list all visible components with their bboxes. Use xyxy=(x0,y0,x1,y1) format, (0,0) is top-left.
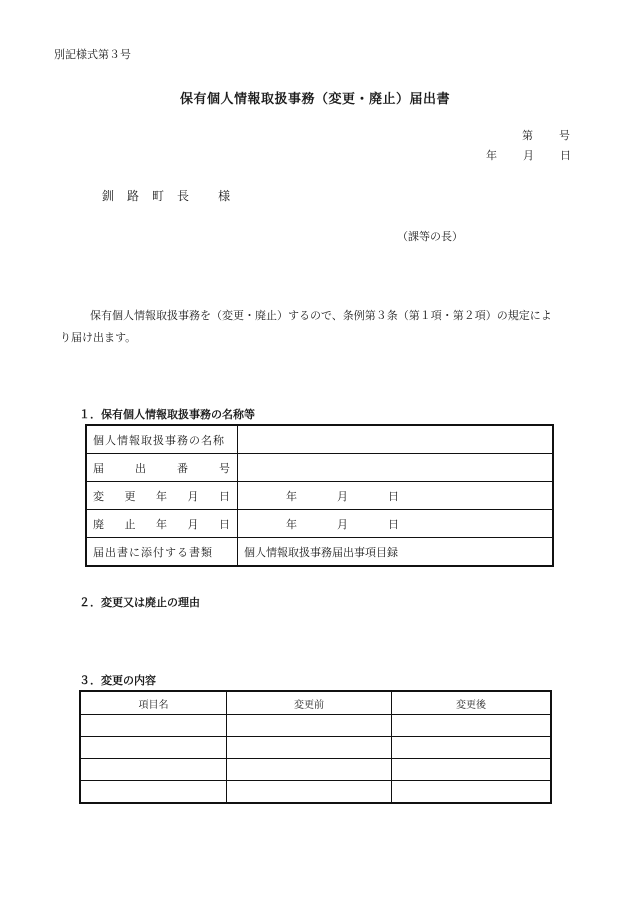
form-number: 別記様式第３号 xyxy=(54,48,131,61)
table-cell[interactable] xyxy=(80,781,227,804)
label-char: 出 xyxy=(135,461,147,475)
label-char: 止 xyxy=(124,517,137,531)
label-char: 更 xyxy=(124,489,137,503)
body-line-1: 保有個人情報取扱事務を（変更・廃止）するので、条例第３条（第１項・第２項）の規定によ xyxy=(90,309,552,322)
label-char: 日 xyxy=(219,517,231,531)
recipient-char: 釧 xyxy=(102,189,128,203)
body-line-2: り届け出ます。 xyxy=(60,331,137,344)
label-char: 年 xyxy=(156,517,168,531)
label-char: 廃 xyxy=(93,517,105,531)
table-cell[interactable] xyxy=(227,715,392,737)
name-label: 個人情報取扱事務の名称 xyxy=(86,425,238,454)
doc-no-go: 号 xyxy=(559,129,570,142)
date-month: 月 xyxy=(337,517,348,531)
change-date-label xyxy=(86,482,238,510)
sender-title: （課等の長） xyxy=(397,230,463,243)
date-year: 年 xyxy=(486,149,497,162)
column-header-after: 変更後 xyxy=(392,691,552,715)
table-cell[interactable] xyxy=(392,759,552,781)
table-row xyxy=(86,538,553,567)
changes-table xyxy=(79,690,552,804)
table-row xyxy=(86,482,553,510)
date-year: 年 xyxy=(286,517,297,531)
table-cell[interactable] xyxy=(80,737,227,759)
submission-date xyxy=(486,147,571,163)
name-value[interactable] xyxy=(238,425,554,454)
table-row xyxy=(86,454,553,482)
body-text xyxy=(60,305,584,349)
change-date-value[interactable] xyxy=(238,482,554,510)
label-char: 号 xyxy=(219,461,231,475)
label-char: 変 xyxy=(93,489,105,503)
label-char: 届 xyxy=(93,461,105,475)
table-cell[interactable] xyxy=(392,737,552,759)
section2-heading: ２．変更又は廃止の理由 xyxy=(79,596,200,609)
table-row xyxy=(80,715,551,737)
date-month: 月 xyxy=(337,489,348,503)
abolish-date-value[interactable] xyxy=(238,510,554,538)
todoke-label xyxy=(86,454,238,482)
table-cell[interactable] xyxy=(392,781,552,804)
recipient-char: 路 xyxy=(127,189,153,203)
recipient-char: 長 xyxy=(177,189,203,203)
column-header-before: 変更前 xyxy=(227,691,392,715)
table-cell[interactable] xyxy=(392,715,552,737)
label-char: 番 xyxy=(177,461,189,475)
document-number xyxy=(522,127,570,143)
attachment-label: 届出書に添付する書類 xyxy=(86,538,238,567)
table-row xyxy=(80,781,551,804)
recipient xyxy=(102,187,243,204)
date-day: 日 xyxy=(560,149,571,162)
date-year: 年 xyxy=(286,489,297,503)
abolish-date-label xyxy=(86,510,238,538)
section1-heading: １．保有個人情報取扱事務の名称等 xyxy=(79,408,255,421)
label-char: 日 xyxy=(219,489,231,503)
date-day: 日 xyxy=(388,517,399,531)
attachment-value: 個人情報取扱事務届出事項目録 xyxy=(238,538,554,567)
document-title: 保有個人情報取扱事務（変更・廃止）届出書 xyxy=(179,92,450,107)
table-cell[interactable] xyxy=(227,737,392,759)
table-cell[interactable] xyxy=(227,759,392,781)
table-cell[interactable] xyxy=(80,759,227,781)
table-row xyxy=(86,510,553,538)
label-char: 年 xyxy=(156,489,168,503)
table-row xyxy=(80,737,551,759)
date-month: 月 xyxy=(523,149,534,162)
section3-heading: ３．変更の内容 xyxy=(79,674,156,687)
date-day: 日 xyxy=(388,489,399,503)
registration-table xyxy=(85,424,554,567)
table-row xyxy=(80,759,551,781)
todoke-value[interactable] xyxy=(238,454,554,482)
doc-no-dai: 第 xyxy=(522,129,533,142)
table-header-row xyxy=(80,691,551,715)
recipient-honorific: 様 xyxy=(218,189,244,203)
label-char: 月 xyxy=(187,489,200,503)
table-cell[interactable] xyxy=(227,781,392,804)
table-cell[interactable] xyxy=(80,715,227,737)
column-header-item: 項目名 xyxy=(80,691,227,715)
label-char: 月 xyxy=(187,517,200,531)
recipient-char: 町 xyxy=(152,189,178,203)
table-row xyxy=(86,425,553,454)
